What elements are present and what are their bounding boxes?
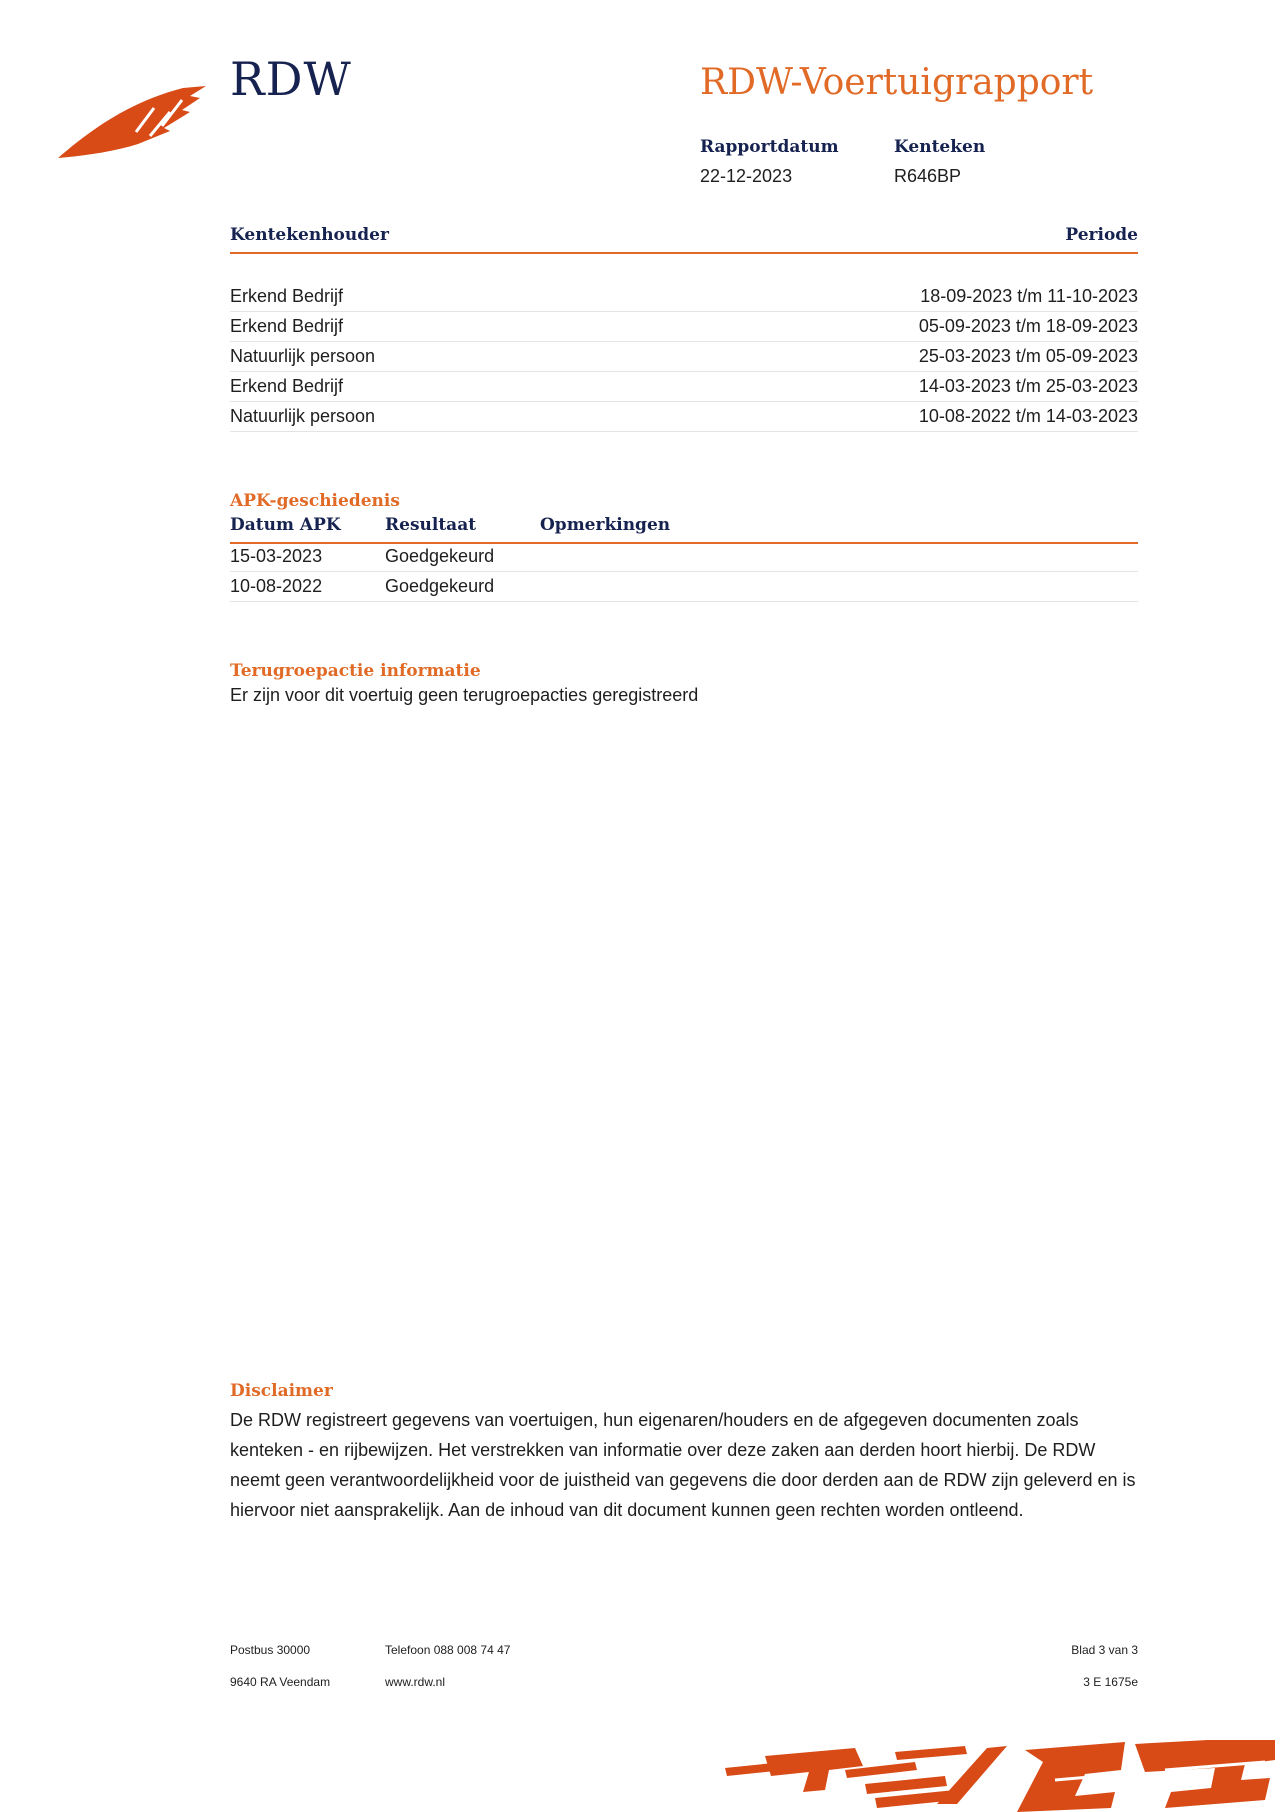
table-row — [230, 312, 1138, 342]
footer-postbus: Postbus 30000 — [230, 1643, 311, 1657]
footer-website[interactable]: www.rdw.nl — [385, 1675, 446, 1689]
period-cell: 05-09-2023 t/m 18-09-2023 — [918, 316, 1138, 336]
footer-document-code: 3 E 1675e — [1083, 1675, 1138, 1689]
rdw-feather-logo-icon — [58, 80, 208, 160]
plate-value: R646BP — [894, 166, 962, 186]
apk-table-body — [230, 542, 1138, 602]
holder-table-body — [230, 282, 1138, 432]
apk-date-cell: 15-03-2023 — [230, 546, 323, 566]
period-cell: 18-09-2023 t/m 11-10-2023 — [920, 286, 1138, 306]
period-cell: 14-03-2023 t/m 25-03-2023 — [918, 376, 1138, 396]
disclaimer-title: Disclaimer — [230, 1381, 333, 1401]
table-row — [230, 572, 1138, 602]
holder-cell: Erkend Bedrijf — [230, 286, 344, 306]
apk-date-cell: 10-08-2022 — [230, 576, 323, 596]
report-date-label: Rapportdatum — [700, 137, 839, 157]
footer-phone: Telefoon 088 008 74 47 — [385, 1643, 511, 1657]
apk-date-column-header: Datum APK — [230, 515, 341, 535]
brand-logo-text: RDW — [230, 52, 352, 106]
holder-cell: Natuurlijk persoon — [230, 346, 376, 366]
report-title: RDW-Voertuigrapport — [700, 62, 1094, 103]
table-row — [230, 342, 1138, 372]
plate-label: Kenteken — [894, 137, 986, 157]
table-row — [230, 372, 1138, 402]
apk-result-cell: Goedgekeurd — [385, 576, 495, 596]
apk-section-title: APK-geschiedenis — [230, 491, 400, 511]
recall-text: Er zijn voor dit voertuig geen terugroepacties geregistreerd — [230, 685, 699, 705]
table-row — [230, 282, 1138, 312]
rdw-stripes-graphic-icon — [725, 1740, 1275, 1812]
recall-section-title: Terugroepactie informatie — [230, 661, 481, 681]
apk-remarks-column-header: Opmerkingen — [540, 515, 671, 535]
period-cell: 10-08-2022 t/m 14-03-2023 — [918, 406, 1138, 426]
holder-cell: Natuurlijk persoon — [230, 406, 376, 426]
holder-column-header: Kentekenhouder — [230, 225, 389, 245]
holder-cell: Erkend Bedrijf — [230, 376, 344, 396]
footer-page-number: Blad 3 van 3 — [1071, 1643, 1138, 1657]
report-date-value: 22-12-2023 — [700, 166, 793, 186]
apk-result-cell: Goedgekeurd — [385, 546, 495, 566]
table-row — [230, 402, 1138, 432]
table-row — [230, 542, 1138, 572]
apk-result-column-header: Resultaat — [385, 515, 477, 535]
period-column-header: Periode — [1065, 225, 1138, 245]
disclaimer-text: De RDW registreert gegevens van voertuigen, hun eigenaren/houders en de afgegeven documenten zoals kenteken - en rijbewijzen. Het verstrekken van informatie over deze zaken aan derden hoort hierbij. De RDW neemt geen verantwoordelijkheid voor de juistheid van gegevens die door derden aan de RDW zijn geleverd en is hiervoor niet aansprakelijk. Aan de inhoud van dit document kunnen geen rechten worden ontleend. — [230, 1410, 1136, 1520]
apk-table-header — [230, 515, 1138, 544]
holder-table-header — [230, 225, 1138, 254]
holder-cell: Erkend Bedrijf — [230, 316, 344, 336]
period-cell: 25-03-2023 t/m 05-09-2023 — [918, 346, 1138, 366]
footer-city: 9640 RA Veendam — [230, 1675, 331, 1689]
